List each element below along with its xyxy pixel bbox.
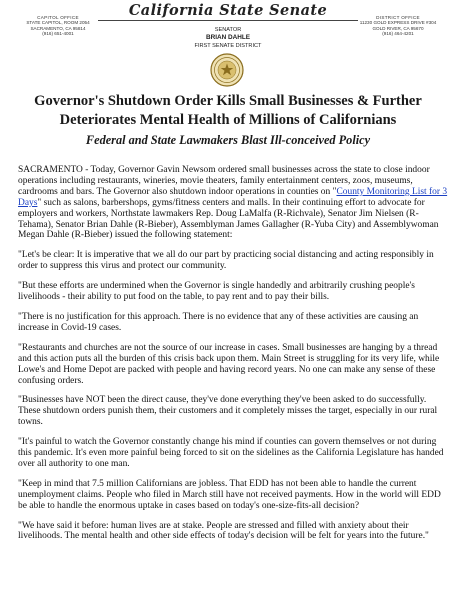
subheadline: Federal and State Lawmakers Blast Ill-conceived Policy [85,133,371,147]
statement-paragraph: "Restaurants and churches are not the source of our increase in cases. Small businesses are hanging by a thread and this action puts all the burden of this crisis back upon them. Main Street is struggling for its very life, while Lowe's and Home Depot are packed with people and having record years. No one can make any sense of these confusing orders. [18,342,440,386]
statement-paragraph: "Keep in mind that 7.5 million Californians are jobless. That EDD has not been able to handle the current unemployment claims. People who filed in March still have not received payments. How in the world will EDD be able to handle the enormous uptake in cases based on today's one-size-fits-all decision? [18,478,441,511]
county-monitoring-list-link[interactable]: County Monitoring List for 3 Days [18,186,448,208]
title-rule [98,20,358,21]
letterhead [0,0,456,86]
press-release-body [18,165,448,551]
capitol-office-line: STATE CAPITOL, ROOM 2054 [26,20,90,26]
senate-district: FIRST SENATE DISTRICT [194,43,262,49]
intro-text: SACRAMENTO - Today, Governor Gavin Newsom ordered small businesses across the state to close indoor operations including restaurants, wineries, movie theaters, family entertainment centers, zoos, museums, cardrooms and bars. The Governor also shutdown indoor operations in counties on " [18,165,430,197]
headline: Governor's Shutdown Order Kills Small Businesses & Further Deteriorates Mental Health of Millions of Californians [34,93,422,128]
capitol-office-line: SACRAMENTO, CA 95814 [30,25,86,31]
intro-paragraph [18,165,448,241]
statement-paragraph: "We have said it before: human lives are at stake. People are stressed and filled with anxiety about their livelihoods. The mental health and other side effects of today's decision will be felt for years into the future." [18,520,429,542]
statement-paragraph: "Let's be clear: It is imperative that we all do our part by practicing social distancing and acting responsibly in order to suppress this virus and protect our community. [18,250,434,272]
statement-paragraph: "There is no justification for this approach. There is no evidence that any of these activities are causing an increase in Covid-19 cases. [18,311,419,333]
senator-name: BRIAN DAHLE [205,34,251,41]
intro-text: " such as salons, barbershops, gyms/fitness centers and malls. In their continuing effort to advocate for employers and workers, Northstate lawmakers Rep. Doug LaMalfa (R-Richvale), Senator Jim Nielsen (R-Tehama), Senator Brian Dahle (R-Bieber), Assemblyman James Gallagher (R-Yuba City) and Assemblywoman Megan Dahle (R-Bieber) issued the following statement: [18,197,439,241]
statement-paragraph: "But these efforts are undermined when the Governor is single handedly and arbitrarily crushing people's livelihoods - their ability to put food on the table, to pay rent and to pay their bills. [18,281,415,303]
statement-paragraph: "Businesses have NOT been the direct cause, they've done everything they've been asked to do successfully. These shutdown orders punish them, their customers and it completely misses the target, especially in our rural towns. [18,395,438,428]
district-office-line: GOLD RIVER, CA 95670 [372,25,424,31]
district-office-block [342,15,454,37]
district-office-heading: DISTRICT OFFICE [376,15,420,20]
district-office-line: 11230 GOLD EXPRESS DRIVE #304 [359,20,437,26]
statement-paragraph: "It's painful to watch the Governor constantly change his mind if counties can govern themselves or not during this pandemic. It's even more painful being forced to sit on the sidelines as the California Legislature has handed over all authority to one man. [18,437,444,469]
capitol-office-line: (916) 651-4001 [42,31,74,37]
district-office-line: (916) 464-4201 [382,31,414,37]
senate-title: California State Senate [128,2,328,19]
senate-seal-icon [210,53,244,87]
senator-block [128,26,328,50]
capitol-office-heading: CAPITOL OFFICE [37,15,79,20]
senator-label: SENATOR [214,27,242,33]
